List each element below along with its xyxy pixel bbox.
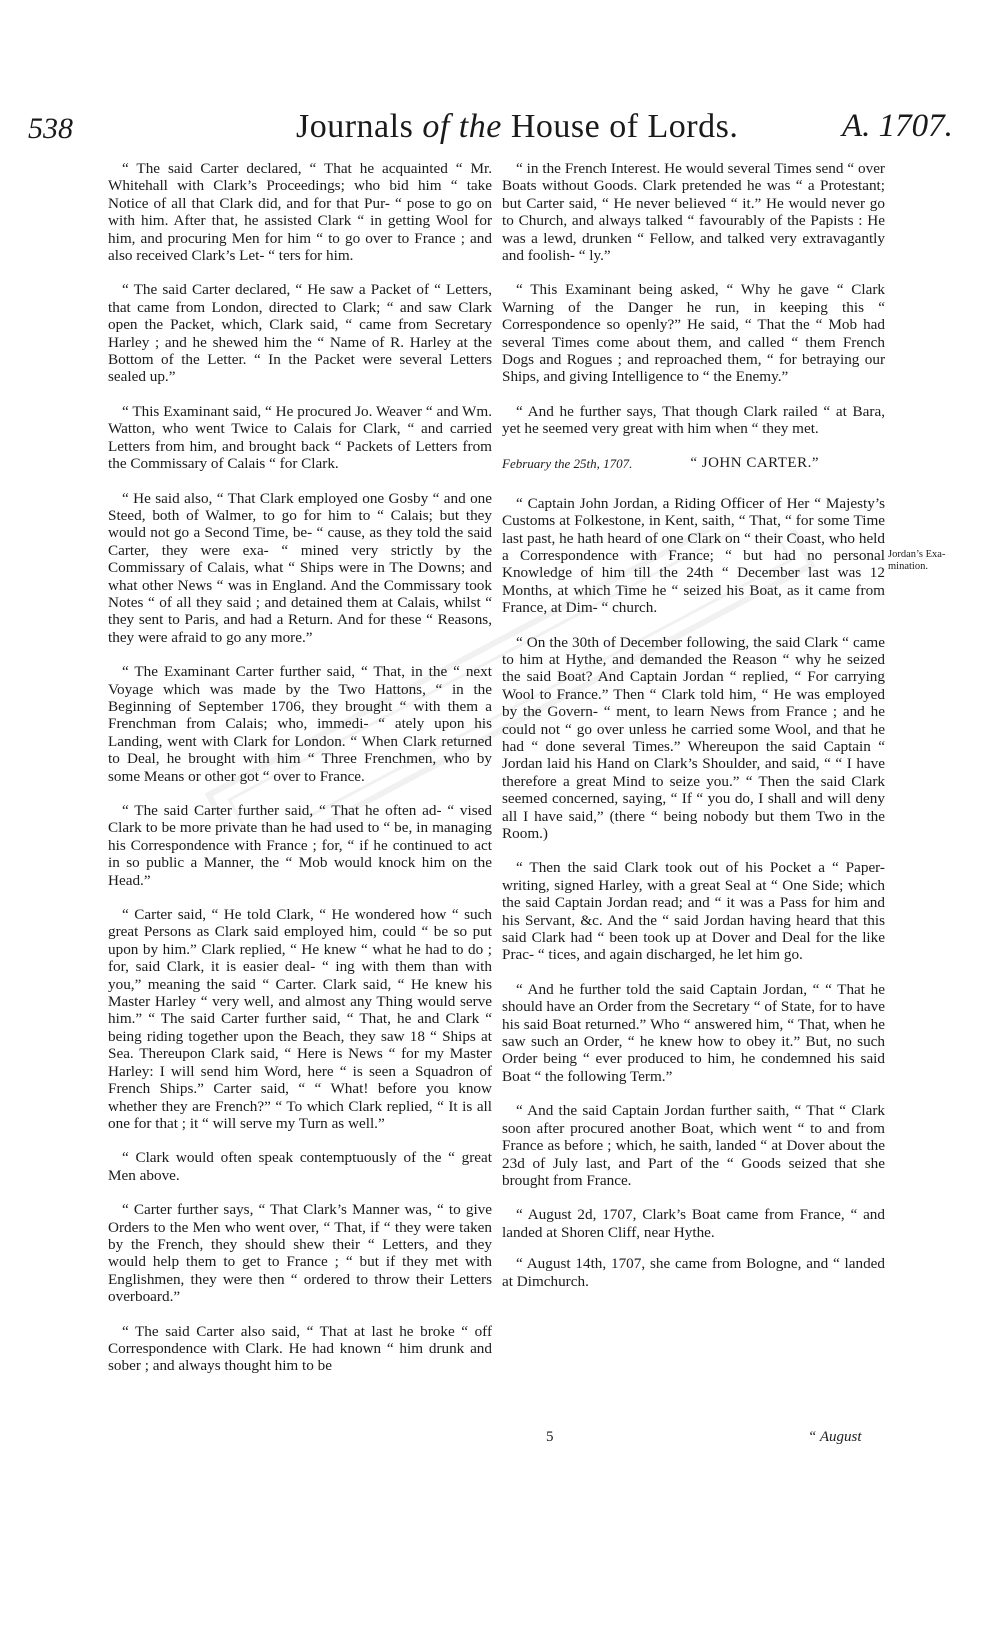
paragraph: “ in the French Interest. He would several Times send “ over Boats without Goods. Clark pretended he was “ a Protestant; but Carter said, “ He never believed “ it.” He would never go to Church, and always talked “ favourably of the Papists : He was a lewd, drunken “ Fellow, and talked very extravagantly and foolish- “ ly.” — [502, 160, 885, 265]
running-title-house-of-lords: House of Lords. — [510, 108, 739, 145]
running-title-of-the: of the — [422, 108, 502, 145]
paragraph: “ August 2d, 1707, Clark’s Boat came from France, “ and landed at Shoren Cliff, near Hythe. — [502, 1206, 885, 1241]
paragraph: “ This Examinant said, “ He procured Jo. Weaver “ and Wm. Watton, who went Twice to Calais for Clark, “ and carried Letters from him, and brought back “ Packets of Letters from the Commissary of Calais “ for Clark. — [108, 402, 492, 473]
paragraph: “ Carter further says, “ That Clark’s Manner was, “ to give Orders to the Men who went over, “ That, if “ they were taken by the French, they should shew their “ Letters, and they would help them to get to France ; “ but if they met with Englishmen, they were then “ ordered to throw their Letters overboard.” — [108, 1201, 492, 1306]
paragraph: “ And he further says, That though Clark railed “ at Bara, yet he seemed very great with him when “ they met. — [502, 402, 885, 438]
paragraph: “ Clark would often speak contemptuously of the “ great Men above. — [108, 1149, 492, 1184]
paragraph: “ The Examinant Carter further said, “ That, in the “ next Voyage which was made by the Two Hattons, “ in the Beginning of September 1706, they brought “ with them a Frenchman from Calais; who, immedi- “ ately upon his Landing, went with Clark for London. “ When Clark returned to Deal, he brought with him “ Three Frenchmen, who by some Means or other got “ over to France. — [108, 663, 492, 785]
paragraph: “ He said also, “ That Clark employed one Gosby “ and one Steed, both of Walmer, to go for him to “ Calais; but they would not go a Second Time, be- “ cause, as they told the said Carter, they were exa- “ mined very strictly by the Commissary of Calais, what “ Ships were in The Downs; and what other News “ was in England. And the Commissary took Notes “ of all they said ; and detained them at Calais, whilst “ they sent to Paris, and had a Return. And for these “ Reasons, they were afraid to go any more.” — [108, 489, 492, 646]
paragraph: “ The said Carter declared, “ That he acquainted “ Mr. Whitehall with Clark’s Proceedings; who bid him “ take Notice of all that Clark did, and for that Pur- “ pose to go on with him. After that, he assisted Clark “ in getting Wool for him, and procuring Men for him “ to go over to France ; and also received Clark’s Let- “ ters for him. — [108, 160, 492, 265]
paragraph: “ Carter said, “ He told Clark, “ He wondered how “ such great Persons as Clark said employed him, could “ be so put upon by him.” Clark replied, “ He knew “ what he had to do ; for, said Clark, it is easier deal- “ ing with them than with you,” meaning the said “ Carter. Clark said, “ He knew his Master Harley “ very well, and almost any Thing would serve him.” “ The said Carter further said, “ That, he and Clark “ being riding together upon the Beach, they saw 18 “ Ships at Sea. Thereupon Clark said, “ Here is News “ for my Master Harley: I will send him Word, here “ is seen a Squadron of French Ships.” Carter said, “ “ What! before you know whether they are French?” “ To which Clark replied, “ It is all one for that ; it “ will serve my Turn as well.” — [108, 906, 492, 1132]
paragraph: “ The said Carter further said, “ That he often ad- “ vised Clark to be more private than he had used to “ be, in managing his Correspondence with France ; for, “ if he continued to act in so public a Manner, the “ Mob would knock him on the Head.” — [108, 802, 492, 889]
paragraph: “ August 14th, 1707, she came from Bologne, and “ landed at Dimchurch. — [502, 1255, 885, 1290]
margin-note: Jordan’s Exa- mination. — [888, 549, 946, 572]
page-number: 538 — [28, 112, 73, 145]
paragraph: “ And he further told the said Captain Jordan, “ “ That he should have an Order from the Secretary “ of State, for to have his said Boat returned.” Who “ answered him, “ That, when he saw such an Order, “ he knew how to obey it.” But, no such Order being “ ever produced to him, he condemned his said Boat “ the following Term.” — [502, 980, 885, 1085]
paragraph: “ This Examinant being asked, “ Why he gave “ Clark Warning of the Danger he run, in keeping this “ Correspondence so openly?” He said, “ That the “ Mob had several Times come about them, and called “ them French Dogs and Rogues ; and reproached them, “ for betraying our Ships, and giving Intelligence to “ the Enemy.” — [502, 281, 885, 386]
paragraph: “ The said Carter declared, “ He saw a Packet of “ Letters, that came from London, directed to Clark; “ and saw Clark open the Packet, which, Clark said, “ came from Secretary Harley ; and he shewed him the “ Name of R. Harley at the Bottom of the Letter. “ In the Packet were several Letters sealed up.” — [108, 281, 492, 386]
left-column — [108, 160, 492, 1392]
paragraph: “ And the said Captain Jordan further saith, “ That “ Clark soon after procured another Boat, which went “ to and from France as before ; which, he saith, landed “ at Dover about the 23d of July last, and Part of the “ Goods seized that she brought from France. — [502, 1102, 885, 1189]
signature-john-carter: “ JOHN CARTER.” — [690, 454, 819, 471]
dateline — [502, 455, 885, 475]
signature-mark: 5 — [546, 1429, 554, 1445]
running-title — [296, 108, 738, 146]
right-column — [502, 160, 885, 1304]
examination-date: February the 25th, 1707. — [502, 455, 633, 471]
paragraph: “ Then the said Clark took out of his Pocket a “ Paper-writing, signed Harley, with a great Seal at “ One Side; which the said Captain Jordan read; and “ it was a Pass for him and his Servant, &c. And the “ said Jordan having heard that this said Clark had “ been took up at Dover and Deal for the like Prac- “ tices, and again discharged, he let him go. — [502, 859, 885, 964]
paragraph: “ On the 30th of December following, the said Clark “ came to him at Hythe, and demanded the Reason “ why he seized the said Boat? And Captain Jordan “ replied, “ For carrying Wool to France.” Then “ Clark told him, “ He was employed by the Govern- “ ment, to learn News from France ; and he could not “ go over unless he carried some Wool, and that he had “ done several Times.” Whereupon the said Captain “ Jordan laid his Hand on Clark’s Shoulder, and said, “ “ I have therefore a great Mind to seize you.” “ Then the said Clark seemed concerned, saying, “ If “ you do, I shall and will deny all I have said,” (there “ being nobody but them Two in the Room.) — [502, 633, 885, 842]
paragraph: “ The said Carter also said, “ That at last he broke “ off Correspondence with Clark. He had known “ him drunk and sober ; and always thought him to be — [108, 1322, 492, 1375]
paragraph: “ Captain John Jordan, a Riding Officer of Her “ Majesty’s Customs at Folkestone, in Kent, saith, “ That, “ for some Time last past, he hath heard of one Clark on “ their Coast, who held a Correspondence with France; “ but had no personal Knowledge of him till the 24th “ December last was 12 Months, at which Time he “ seized his Boat, as it came from France, at Dim- “ church. — [502, 494, 885, 617]
year-heading: A. 1707. — [842, 108, 953, 144]
catchword: “ August — [808, 1429, 862, 1445]
running-title-journals: Journals — [296, 108, 414, 145]
